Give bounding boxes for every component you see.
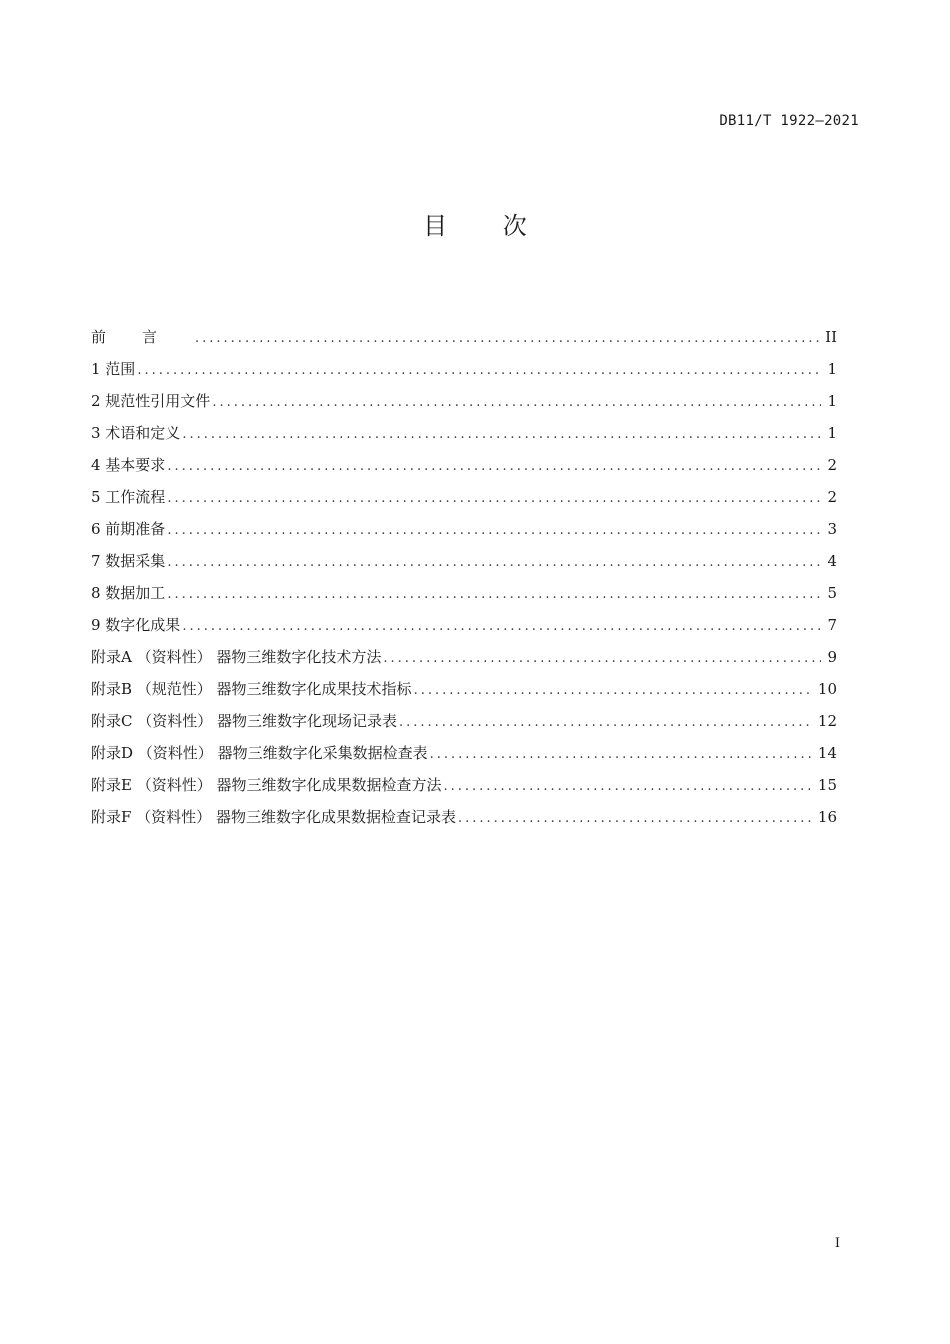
toc-leader-dots — [167, 487, 821, 511]
toc-entry-normative-references[interactable] — [91, 389, 837, 421]
toc-leader-dots — [383, 647, 821, 671]
page-number: I — [834, 1236, 840, 1251]
toc-entry-label: 附录D （资料性） 器物三维数字化采集数据检查表 — [91, 744, 428, 762]
toc-leader-dots — [414, 679, 812, 703]
toc-entry-page: 1 — [827, 392, 837, 410]
toc-leader-dots — [167, 455, 821, 479]
toc-entry-appendix-e[interactable] — [91, 773, 837, 805]
toc-entry-label: 4 基本要求 — [91, 456, 166, 474]
toc-entry-preparation[interactable] — [91, 517, 837, 549]
toc-entry-label: 2 规范性引用文件 — [91, 392, 211, 410]
toc-entry-scope[interactable] — [91, 357, 837, 389]
toc-entry-label: 附录B （规范性） 器物三维数字化成果技术指标 — [91, 680, 412, 698]
toc-entry-data-collection[interactable] — [91, 549, 837, 581]
toc-entry-appendix-c[interactable] — [91, 709, 837, 741]
toc-entry-page: 5 — [827, 584, 837, 602]
toc-leader-dots — [167, 583, 821, 607]
toc-entry-page: 15 — [817, 776, 837, 794]
toc-entry-page: 10 — [817, 680, 837, 698]
toc-entry-label: 3 术语和定义 — [91, 424, 181, 442]
toc-entry-label: 7 数据采集 — [91, 552, 166, 570]
toc-leader-dots — [430, 743, 812, 767]
toc-entry-page: 1 — [827, 424, 837, 442]
toc-entry-label: 1 范围 — [91, 360, 136, 378]
toc-entry-label: 8 数据加工 — [91, 584, 166, 602]
toc-entry-basic-requirements[interactable] — [91, 453, 837, 485]
toc-entry-label: 6 前期准备 — [91, 520, 166, 538]
toc-entry-page: 2 — [827, 488, 837, 506]
toc-entry-label: 前言 — [91, 328, 194, 346]
toc-leader-dots — [212, 391, 821, 415]
toc-entry-foreword[interactable] — [91, 325, 837, 357]
toc-entry-page: 2 — [827, 456, 837, 474]
page-title: 目 次 — [423, 212, 551, 240]
toc-entry-label: 附录E （资料性） 器物三维数字化成果数据检查方法 — [91, 776, 442, 794]
table-of-contents — [91, 325, 837, 837]
toc-leader-dots — [137, 359, 821, 383]
toc-entry-terms[interactable] — [91, 421, 837, 453]
toc-entry-appendix-f[interactable] — [91, 805, 837, 837]
toc-leader-dots — [167, 519, 821, 543]
toc-entry-label: 9 数字化成果 — [91, 616, 181, 634]
toc-entry-page: II — [825, 328, 837, 346]
toc-entry-label: 附录C （资料性） 器物三维数字化现场记录表 — [91, 712, 398, 730]
toc-entry-appendix-b[interactable] — [91, 677, 837, 709]
toc-entry-workflow[interactable] — [91, 485, 837, 517]
toc-entry-page: 14 — [817, 744, 837, 762]
toc-entry-page: 12 — [817, 712, 837, 730]
toc-leader-dots — [182, 423, 821, 447]
toc-entry-label: 附录A （资料性） 器物三维数字化技术方法 — [91, 648, 382, 666]
toc-entry-appendix-d[interactable] — [91, 741, 837, 773]
toc-leader-dots — [167, 551, 821, 575]
toc-leader-dots — [195, 327, 819, 351]
toc-entry-page: 1 — [827, 360, 837, 378]
toc-leader-dots — [399, 711, 812, 735]
toc-entry-data-processing[interactable] — [91, 581, 837, 613]
toc-entry-appendix-a[interactable] — [91, 645, 837, 677]
toc-entry-page: 9 — [827, 648, 837, 666]
toc-leader-dots — [182, 615, 821, 639]
toc-leader-dots — [458, 807, 812, 831]
toc-entry-digital-results[interactable] — [91, 613, 837, 645]
toc-entry-page: 4 — [827, 552, 837, 570]
standard-code: DB11/T 1922—2021 — [719, 113, 859, 129]
toc-leader-dots — [444, 775, 812, 799]
toc-entry-page: 16 — [817, 808, 837, 826]
toc-entry-page: 7 — [827, 616, 837, 634]
toc-entry-label: 5 工作流程 — [91, 488, 166, 506]
toc-entry-label: 附录F （资料性） 器物三维数字化成果数据检查记录表 — [91, 808, 456, 826]
toc-entry-page: 3 — [827, 520, 837, 538]
